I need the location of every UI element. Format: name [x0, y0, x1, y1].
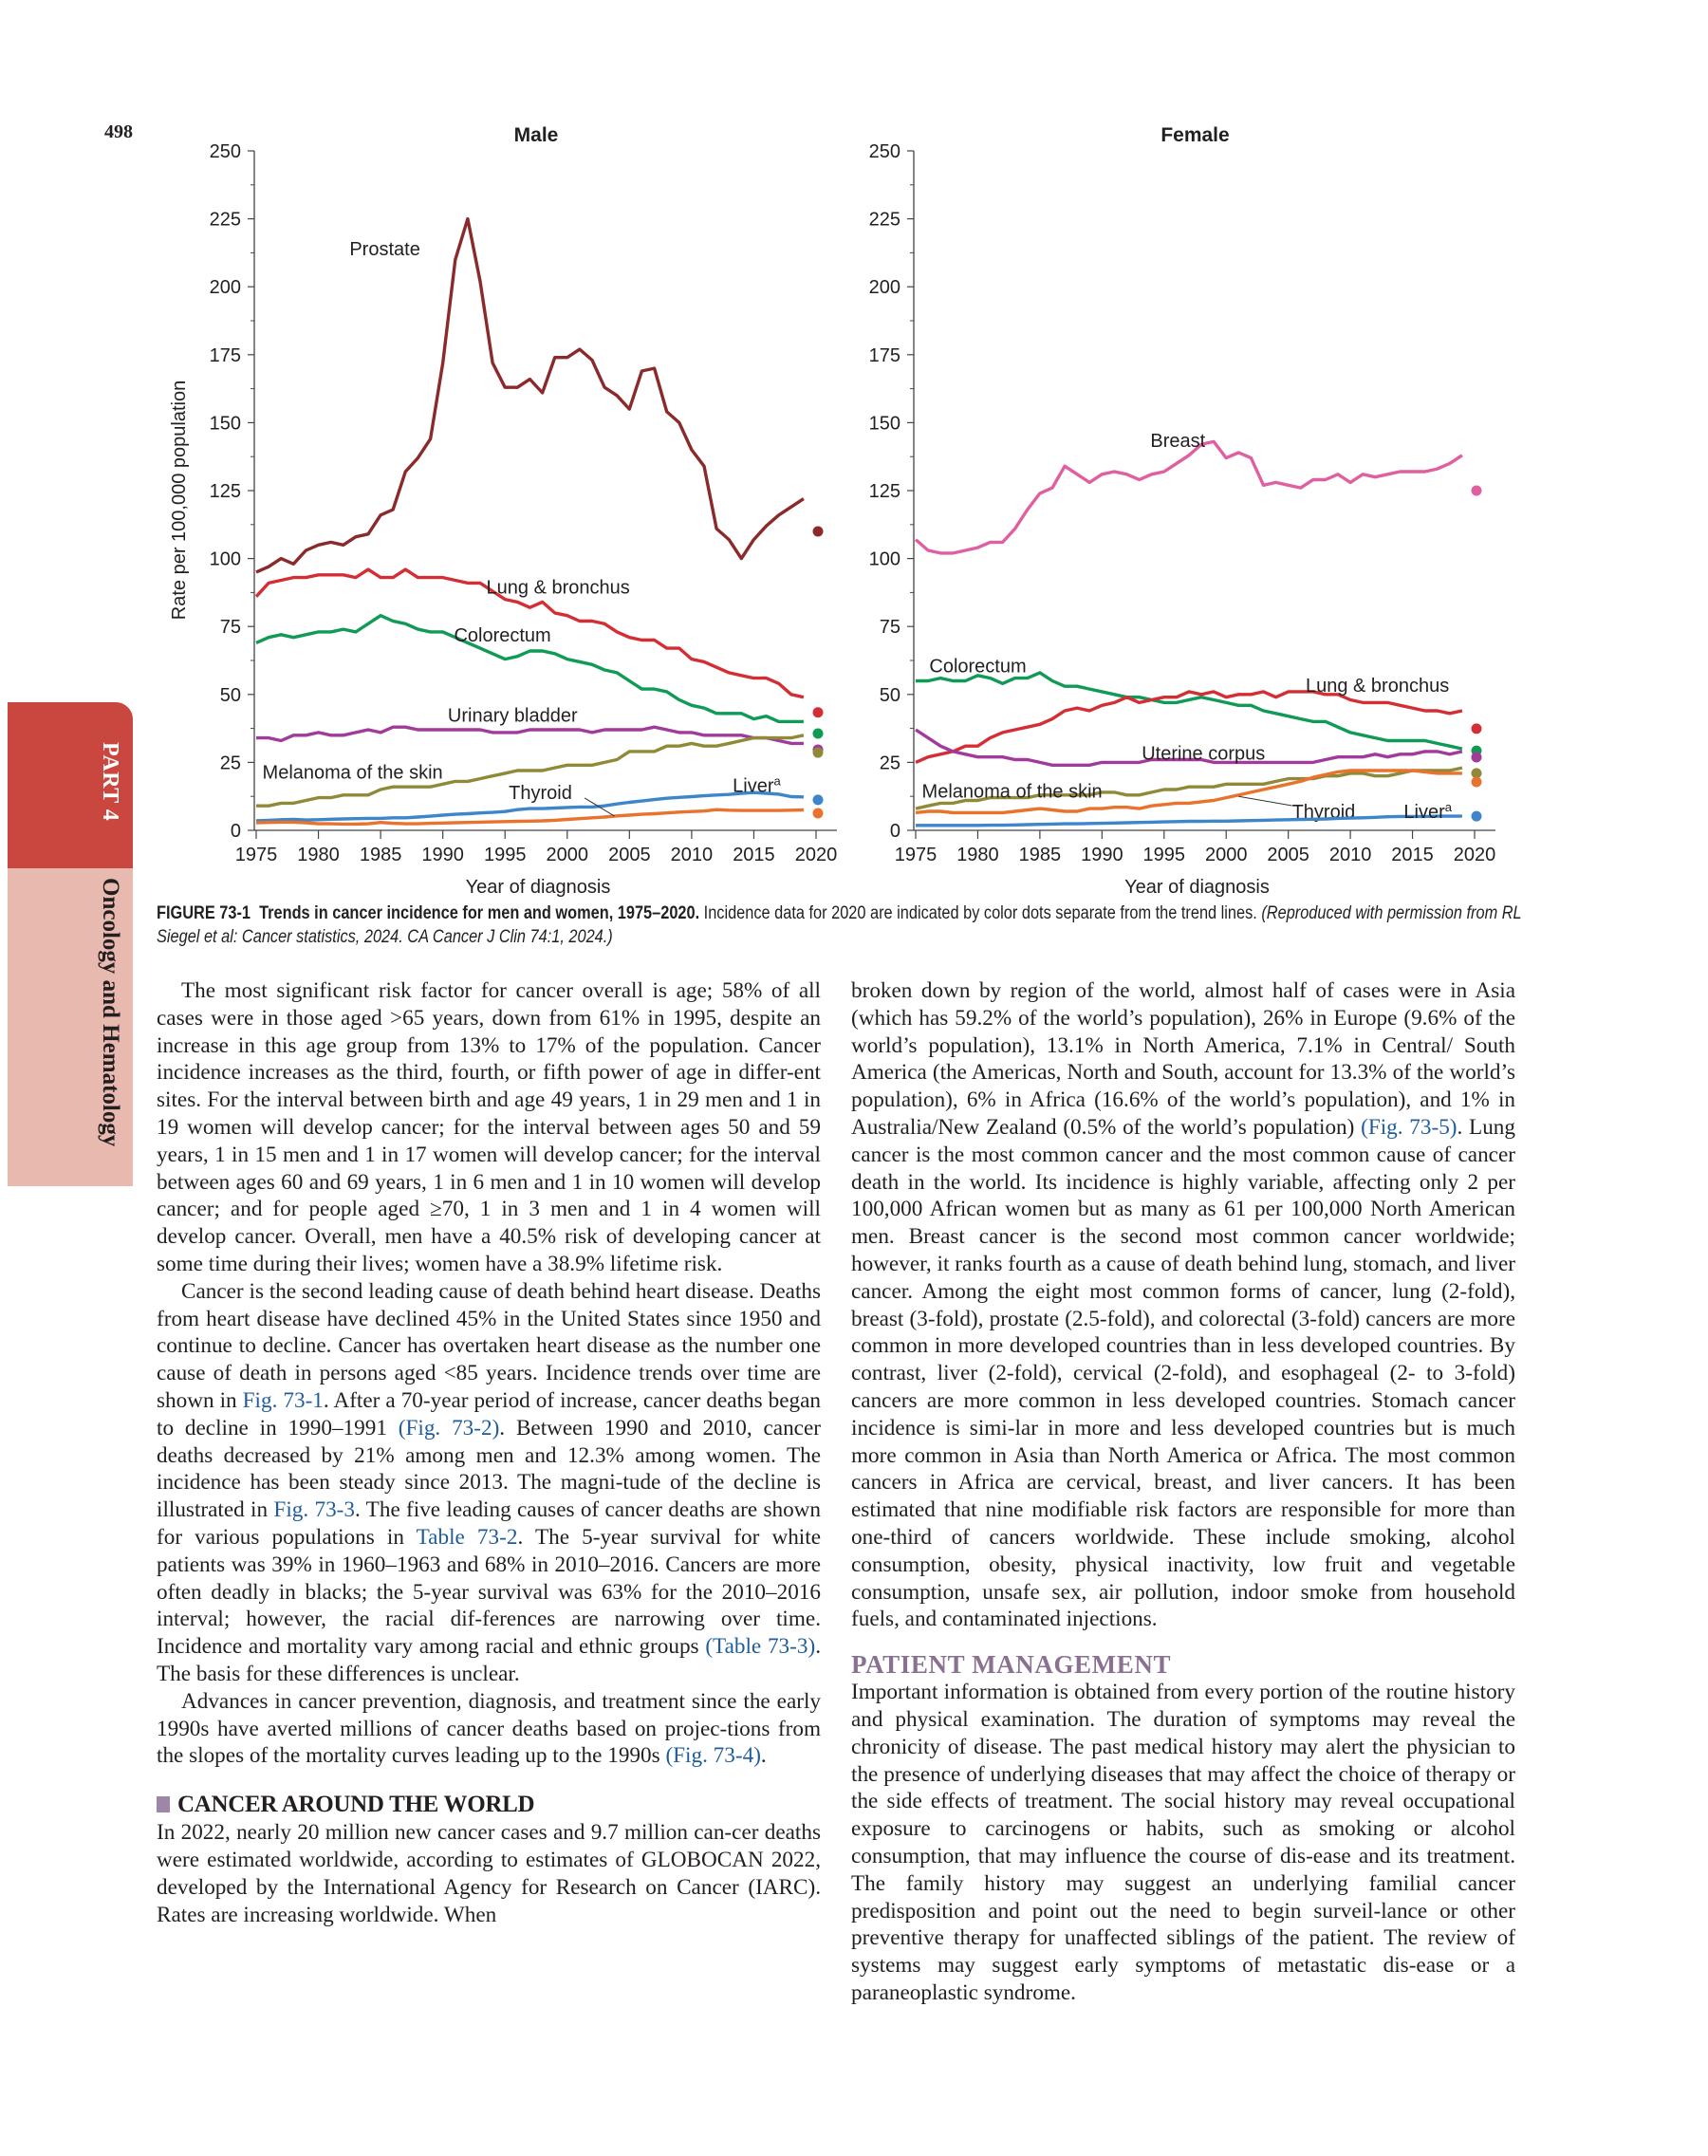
figure-title: Trends in cancer incidence for men and women, 1975–2020. — [259, 903, 700, 923]
female-x-tick-label: 1985 — [1018, 845, 1062, 865]
male-x-tick-label: 1975 — [234, 845, 278, 865]
right-column — [851, 977, 1515, 2007]
male-dot-2020-lung-bronchus — [813, 707, 824, 717]
paragraph: broken down by region of the world, almost half of cases were in Asia (which has 59.2% of the world’s population), 26% in Europe (9.6% of the world’s population), 13.1% in North America, 7.1% in Central/ South America (the Americas, North and South, account for 13.3% of the world’s population), 6% in Africa (16.6% of the world’s population), and 1% in Australia/New Zealand (0.5% of the world’s population) (Fig. 73-5). Lung cancer is the most common cancer and the most common cause of cancer death in the world. Its incidence is highly variable, affecting only 2 per 100,000 African women but as many as 61 per 100,000 North American men. Breast cancer is the second most common cancer worldwide; however, it ranks fourth as a cause of death behind lung, stomach, and liver cancer. Among the eight most common forms of cancer, lung (2-fold), breast (3-fold), prostate (2.5-fold), and colorectal (3-fold) cancers are more common in more developed countries than in less developed countries. By contrast, liver (2-fold), cervical (2-fold), and esophageal (2- to 3-fold) cancers are more common in less developed countries. Stomach cancer incidence is simi-lar in more and less developed countries but is much more common in Asia than North America or Africa. The most common cancers in Africa are cervical, breast, and liver cancers. It has been estimated that nine modifiable risk factors are responsible for more than one-third of cancers worldwide. These include smoking, alcohol consumption, obesity, physical inactivity, low fruit and vegetable consumption, unsafe sex, air pollution, indoor smoke from household fuels, and contaminated injections. — [851, 978, 1515, 1632]
male-y-tick-label: 100 — [209, 548, 241, 570]
female-x-tick-label: 1995 — [1142, 845, 1186, 865]
female-y-tick-label: 250 — [868, 141, 900, 162]
male-x-tick-label: 2020 — [794, 845, 838, 865]
female-label-colorectum: Colorectum — [929, 656, 1027, 678]
link-table-73-3[interactable]: (Table 73-3) — [705, 1634, 816, 1660]
male-dot-2020-melanoma-of-the-skin — [813, 748, 824, 758]
side-tab-part-label: PART 4 — [98, 742, 122, 822]
link-fig-73-3[interactable]: Fig. 73-3 — [273, 1497, 355, 1523]
female-y-tick-label: 225 — [868, 209, 900, 231]
paragraph: In 2022, nearly 20 million new cancer cases and 9.7 million can-cer deaths were estimated worldwide, according to estimates of GLOBOCAN 2022, developed by the International Agency for Research on Cancer (IARC). Rates are increasing worldwide. When — [157, 1820, 821, 1927]
male-x-tick-label: 1980 — [297, 845, 340, 865]
male-x-tick-label: 2010 — [670, 845, 714, 865]
female-dot-2020-breast — [1472, 486, 1482, 496]
female-x-tick-label: 1975 — [894, 845, 938, 865]
female-x-tick-label: 2010 — [1328, 845, 1372, 865]
section-heading-cancer-around-the-world: CANCER AROUND THE WORLD — [157, 1791, 821, 1819]
female-label-melanoma-of-the-skin: Melanoma of the skin — [921, 781, 1103, 803]
male-x-tick-label: 1995 — [483, 845, 527, 865]
figure-caption — [157, 901, 1524, 949]
female-y-tick-label: 125 — [868, 481, 900, 502]
female-x-tick-label: 2015 — [1391, 845, 1434, 865]
figure-credit: (Reproduced with permission from RL Siegel et al: Cancer statistics, 2024. CA Cancer J Clin 74:1, 2024.) — [157, 903, 1522, 947]
male-dot-2020-liver — [813, 794, 824, 805]
paragraph: Important information is obtained from every portion of the routine history and physical examination. The duration of symptoms may reveal the chronicity of disease. The past medical history may alert the physician to the presence of underlying diseases that may affect the choice of therapy or the side effects of treatment. The social history may reveal occupational exposure to carcinogens or habits, such as smoking or alcohol consumption, that may influence the course of dis-ease and its treatment. The family history may suggest an underlying familial cancer predisposition and point out the need to begin surveil-lance or other preventive therapy for unaffected siblings of the patient. The review of systems may suggest early symptoms of metastatic dis-ease or a paraneoplastic syndrome. — [851, 1680, 1515, 2005]
paragraph: Advances in cancer prevention, diagnosis, and treatment since the early 1990s have averted millions of cancer deaths based on projec-tions from the slopes of the mortality curves leading up to the 1990s (Fig. 73-4). — [157, 1688, 821, 1769]
male-y-tick-label: 0 — [230, 821, 241, 842]
female-dot-2020-lung-bronchus — [1472, 723, 1482, 734]
female-label-liver: Liver$^a$ — [1403, 799, 1452, 823]
male-chart-title: Male — [513, 124, 559, 146]
female-y-tick-label: 200 — [868, 277, 900, 299]
female-line-liver — [916, 816, 1462, 826]
link-fig-73-1[interactable]: Fig. 73-1 — [242, 1387, 324, 1413]
male-label-urinary-bladder: Urinary bladder — [447, 705, 578, 727]
paragraph: The most significant risk factor for cancer overall is age; 58% of all cases were in those aged >65 years, down from 61% in 1995, despite an increase in this age group from 13% to 17% of the population. Cancer incidence increases as the third, fourth, or fifth power of age in differ-ent sites. For the interval between birth and age 49 years, 1 in 29 men and 1 in 19 women will develop cancer; for the interval between ages 50 and 59 years, 1 in 15 men and 1 in 17 women will develop cancer; for the interval between ages 60 and 69 years, 1 in 6 men and 1 in 10 women will develop cancer; and for people aged ≥70, 1 in 3 men and 1 in 4 women will develop cancer. Overall, men have a 40.5% risk of developing cancer at some time during their lives; women have a 38.9% lifetime risk. — [157, 978, 821, 1276]
male-line-thyroid — [256, 809, 804, 824]
link-fig-73-4[interactable]: (Fig. 73-4) — [665, 1743, 761, 1769]
male-y-tick-label: 200 — [209, 277, 241, 299]
female-label-uterine-corpus: Uterine corpus — [1142, 743, 1266, 765]
female-y-tick-label: 175 — [868, 344, 900, 366]
side-tab-section-label: Oncology and Hematology — [98, 878, 123, 1147]
male-label-thyroid: Thyroid — [509, 782, 572, 804]
male-y-tick-label: 75 — [219, 617, 241, 639]
female-x-axis-label: Year of diagnosis — [1124, 877, 1270, 898]
side-tab-section — [8, 868, 133, 1186]
female-y-tick-label: 0 — [889, 821, 900, 842]
male-label-prostate: Prostate — [349, 239, 420, 261]
male-dot-2020-thyroid — [813, 808, 824, 818]
section-heading-patient-management: PATIENT MANAGEMENT — [851, 1650, 1172, 1680]
male-label-liver: Liver$^a$ — [733, 773, 781, 797]
female-label-thyroid: Thyroid — [1291, 801, 1356, 823]
female-chart-title: Female — [1160, 124, 1230, 146]
male-y-tick-label: 150 — [209, 413, 241, 435]
page-number: 498 — [104, 121, 133, 142]
heading-square-icon — [157, 1796, 170, 1812]
male-x-tick-label: 1985 — [359, 845, 402, 865]
female-label-breast: Breast — [1150, 431, 1206, 453]
female-x-tick-label: 2000 — [1204, 845, 1248, 865]
female-label-lung-bronchus: Lung & bronchus — [1305, 675, 1450, 697]
female-y-tick-label: 100 — [868, 548, 900, 570]
figure-label: FIGURE 73-1 — [157, 903, 251, 923]
female-y-tick-label: 50 — [879, 684, 900, 706]
female-dot-2020-thyroid — [1472, 777, 1482, 788]
male-label-melanoma-of-the-skin: Melanoma of the skin — [262, 762, 443, 784]
male-x-axis-label: Year of diagnosis — [465, 877, 611, 898]
male-y-tick-label: 125 — [209, 481, 241, 502]
male-x-tick-label: 2000 — [546, 845, 589, 865]
paragraph: Cancer is the second leading cause of death behind heart disease. Deaths from heart disease have declined 45% in the United States since 1950 and continue to decline. Cancer has overtaken heart disease as the number one cause of death in persons aged <85 years. Incidence trends over time are shown in Fig. 73-1. After a 70-year period of increase, cancer deaths began to decline in 1990–1991 (Fig. 73-2). Between 1990 and 2010, cancer deaths decreased by 21% among men and 12.3% among women. The incidence has been steady since 2013. The magni-tude of the decline is illustrated in Fig. 73-3. The five leading causes of cancer deaths are shown for various populations in Table 73-2. The 5-year survival for white patients was 39% in 1960–1963 and 68% in 2010–2016. Cancers are more often deadly in blacks; the 5-year survival was 63% for the 2010–2016 interval; however, the racial dif-ferences are narrowing over time. Incidence and mortality vary among racial and ethnic groups (Table 73-3). The basis for these differences is unclear. — [157, 1278, 822, 1686]
male-dot-2020-colorectum — [813, 729, 824, 739]
male-label-lung-bronchus: Lung & bronchus — [486, 577, 630, 599]
female-x-tick-label: 1990 — [1081, 845, 1123, 865]
male-label-colorectum: Colorectum — [454, 624, 551, 646]
male-x-tick-label: 1990 — [421, 845, 464, 865]
female-y-tick-label: 75 — [879, 617, 900, 639]
male-line-urinary-bladder — [256, 727, 804, 743]
left-column — [157, 977, 821, 1928]
female-line-breast — [916, 441, 1462, 553]
male-y-axis-label: Rate per 100,000 population — [169, 380, 190, 621]
male-line-prostate — [256, 219, 804, 572]
female-dot-2020-uterine-corpus — [1472, 752, 1482, 762]
female-x-tick-label: 2005 — [1267, 845, 1309, 865]
figure-73-1 — [0, 0, 1708, 911]
link-fig-73-2[interactable]: (Fig. 73-2) — [398, 1415, 500, 1440]
female-dot-2020-liver — [1472, 811, 1482, 822]
male-x-tick-label: 2005 — [608, 845, 651, 865]
link-table-73-2[interactable]: Table 73-2 — [416, 1524, 518, 1550]
male-y-tick-label: 225 — [209, 209, 241, 231]
figure-description: Incidence data for 2020 are indicated by color dots separate from the trend lines. — [703, 903, 1257, 923]
figure-charts — [0, 0, 1708, 911]
male-x-tick-label: 2015 — [733, 845, 775, 865]
male-y-tick-label: 50 — [219, 684, 241, 706]
male-y-tick-label: 250 — [209, 141, 241, 162]
male-dot-2020-prostate — [813, 526, 824, 536]
female-x-tick-label: 1980 — [956, 845, 999, 865]
female-y-tick-label: 150 — [868, 413, 900, 435]
link-fig-73-5[interactable]: (Fig. 73-5) — [1361, 1114, 1457, 1140]
female-y-tick-label: 25 — [879, 753, 900, 774]
female-x-tick-label: 2020 — [1453, 845, 1496, 865]
male-y-tick-label: 175 — [209, 344, 241, 366]
male-y-tick-label: 25 — [219, 753, 241, 774]
